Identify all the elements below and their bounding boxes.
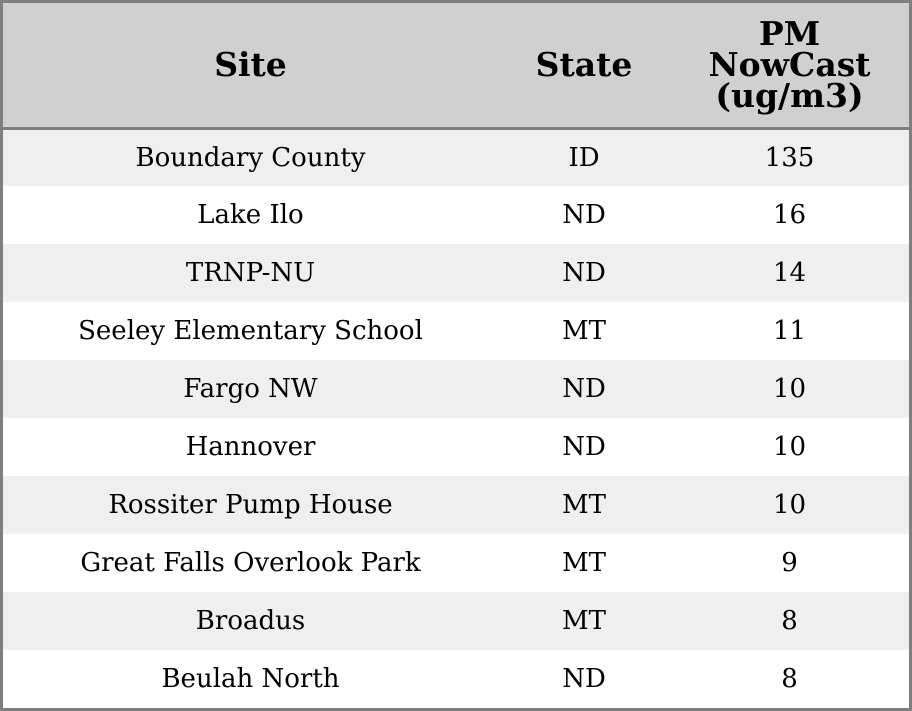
- header-site: Site: [3, 3, 498, 128]
- cell-pm: 8: [781, 606, 798, 636]
- pm-nowcast-table: [3, 3, 909, 708]
- header-pm-line1: PM: [758, 14, 821, 54]
- table-row: [3, 128, 909, 186]
- cell-pm: 11: [772, 316, 807, 346]
- cell-site: Beulah North: [161, 664, 340, 694]
- cell-site: Broadus: [195, 606, 306, 636]
- cell-pm: 135: [764, 142, 815, 173]
- cell-state: ND: [562, 664, 606, 694]
- cell-site: Hannover: [185, 432, 316, 462]
- cell-state: ND: [562, 374, 606, 404]
- header-pm-line3: (ug/m3): [715, 76, 864, 116]
- table-row: [3, 244, 909, 302]
- header-state: State: [498, 3, 670, 128]
- table-body: [3, 128, 909, 708]
- cell-state: ND: [562, 200, 606, 230]
- cell-pm: 8: [781, 664, 798, 694]
- cell-site: Boundary County: [135, 142, 366, 173]
- cell-site: Great Falls Overlook Park: [80, 548, 421, 578]
- cell-site: Seeley Elementary School: [78, 316, 423, 346]
- table-row: [3, 534, 909, 592]
- table-row: [3, 476, 909, 534]
- cell-pm: 10: [772, 490, 807, 520]
- cell-pm: 14: [772, 258, 807, 288]
- table-row: [3, 592, 909, 650]
- table-row: [3, 302, 909, 360]
- cell-state: MT: [562, 490, 606, 520]
- table-row: [3, 650, 909, 708]
- cell-state: MT: [562, 606, 606, 636]
- table-header: [3, 3, 909, 128]
- cell-pm: 16: [772, 200, 807, 230]
- cell-site: TRNP-NU: [185, 258, 316, 288]
- cell-state: MT: [562, 316, 606, 346]
- cell-site: Fargo NW: [183, 374, 318, 404]
- cell-pm: 9: [781, 548, 798, 578]
- cell-state: MT: [562, 548, 606, 578]
- cell-site: Lake Ilo: [197, 200, 304, 230]
- cell-site: Rossiter Pump House: [108, 490, 393, 520]
- cell-pm: 10: [772, 374, 807, 404]
- table-row: [3, 186, 909, 244]
- header-row: [3, 3, 909, 128]
- header-pm-nowcast: [670, 3, 909, 128]
- header-pm-line2: NowCast: [708, 45, 871, 85]
- cell-state: ND: [562, 258, 606, 288]
- cell-pm: 10: [772, 432, 807, 462]
- table-row: [3, 418, 909, 476]
- table-row: [3, 360, 909, 418]
- cell-state: ID: [568, 142, 600, 173]
- cell-state: ND: [562, 432, 606, 462]
